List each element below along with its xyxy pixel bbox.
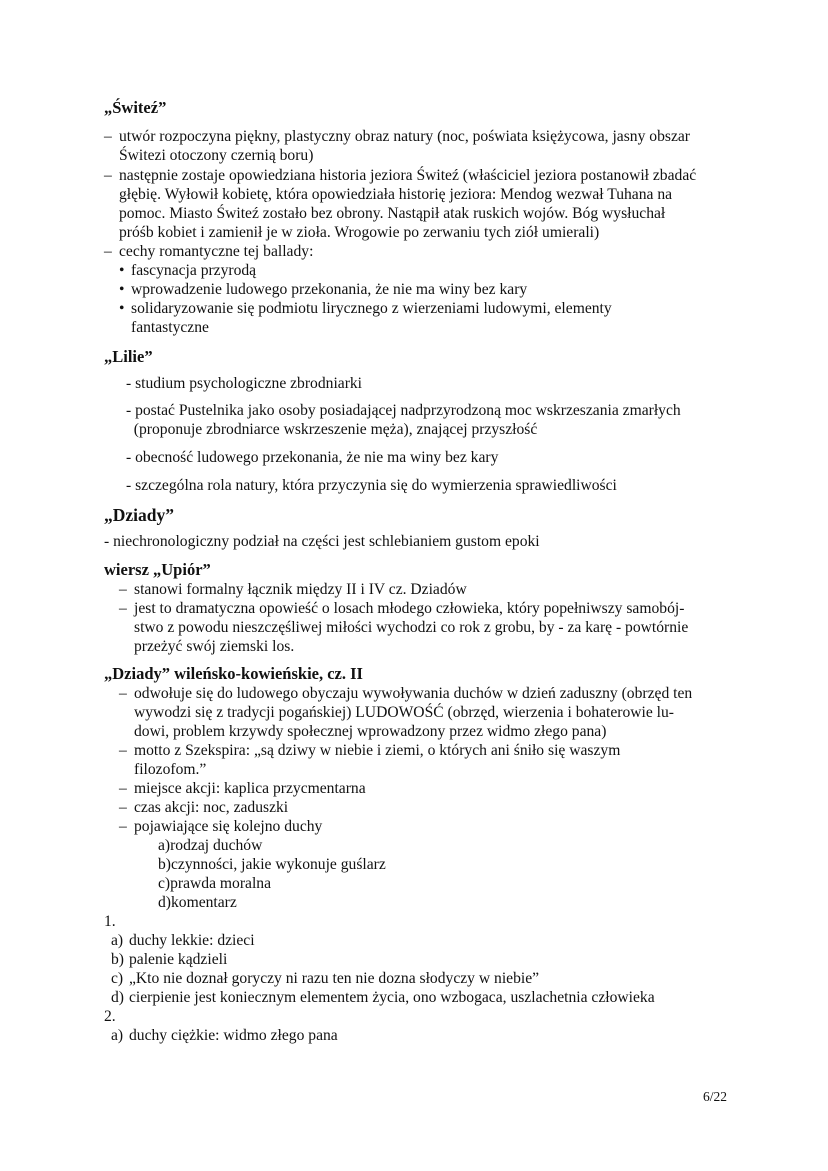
entry-label: b) [111,951,124,968]
text-line: solidaryzowanie się podmiotu lirycznego z wierzeniami ludowymi, elementy [131,300,612,317]
text-line: - niechronologiczny podział na części jest schlebianiem gustom epoki [104,533,540,550]
bullet-marker: • [119,262,125,279]
text-line: miejsce akcji: kaplica przycmentarna [134,780,366,797]
dash-marker: – [119,799,127,816]
text-line: filozofom.” [134,761,207,778]
dash-marker: – [119,742,127,759]
text-line: wprowadzenie ludowego przekonania, że nie ma winy bez kary [131,281,528,298]
page-number: 6/22 [703,1089,728,1104]
text-line: (proponuje zbrodniarce wskrzeszenie męża), znającej przyszłość [126,421,538,438]
scheme-line: c)prawda moralna [158,875,271,892]
text-line: pojawiające się kolejno duchy [134,818,323,835]
section-title-dziady-cz2: „Dziady” wileńsko-kowieńskie, cz. II [104,664,363,683]
text-line: - studium psychologiczne zbrodniarki [126,375,363,392]
text-line: odwołuje się do ludowego obyczaju wywoływania duchów w dzień zaduszny (obrzęd ten [134,685,693,702]
entry-label: c) [111,970,124,987]
text-line: dowi, problem krzywdy społecznej wprowadzony przez widmo złego pana) [134,723,607,740]
text-line: pomoc. Miasto Świteź zostało bez obrony. Nastąpił atak ruskich wojów. Bóg wysłuchał [119,205,666,222]
entry-text: palenie kądzieli [129,951,228,968]
dash-marker: – [119,685,127,702]
scheme-line: a)rodzaj duchów [158,837,263,854]
text-line: motto z Szekspira: „są dziwy w niebie i ziemi, o których ani śniło się waszym [134,742,621,759]
entry-label: d) [111,989,124,1006]
entry-label: a) [111,932,124,949]
dash-marker: – [104,243,112,260]
text-line: stwo z powodu nieszczęśliwej miłości wychodzi co rok z grobu, by - za karę - powtórnie [134,619,689,636]
dash-marker: – [119,818,127,835]
text-line: Świtezi otoczony czernią boru) [119,147,314,164]
text-line: przeżyć swój ziemski los. [134,638,295,655]
bullet-marker: • [119,281,125,298]
text-line: wywodzi się z tradycji pogańskiej) LUDOWOŚĆ (obrzęd, wierzenia i bohaterowie lu- [134,704,674,721]
section-title-switez: „Świteź” [104,98,167,117]
entry-text: duchy lekkie: dzieci [129,932,255,949]
text-line: - postać Pustelnika jako osoby posiadającej nadprzyrodzoną moc wskrzeszania zmarłych [126,402,681,419]
text-line: stanowi formalny łącznik między II i IV cz. Dziadów [134,581,467,598]
entry-label: a) [111,1027,124,1044]
text-line: fascynacja przyrodą [131,262,257,279]
scheme-line: b)czynności, jakie wykonuje guślarz [158,856,386,873]
text-line: - obecność ludowego przekonania, że nie ma winy bez kary [126,449,499,466]
text-line: - szczególna rola natury, która przyczynia się do wymierzenia sprawiedliwości [126,477,617,494]
text-line: próśb kobiet i zamienił je w zioła. Wrogowie po zerwaniu tych ziół umierali) [119,224,600,241]
section-title-lilie: „Lilie” [104,347,153,366]
text-line: czas akcji: noc, zaduszki [134,799,289,816]
text-line: fantastyczne [131,319,209,336]
section-title-upior: wiersz „Upiór” [104,560,211,579]
section-title-dziady: „Dziady” [104,505,174,525]
dash-marker: – [119,600,127,617]
bullet-marker: • [119,300,125,317]
text-line: głębię. Wyłowił kobietę, która opowiedziała historię jeziora: Mendog wezwał Tuhana na [119,186,673,203]
entry-text: „Kto nie doznał goryczy ni razu ten nie dozna słodyczy w niebie” [129,970,540,987]
group-number: 1. [104,913,116,930]
dash-marker: – [104,167,112,184]
text-line: jest to dramatyczna opowieść o losach młodego człowieka, który popełniwszy samobój- [134,600,685,617]
entry-text: duchy ciężkie: widmo złego pana [129,1027,338,1044]
dash-marker: – [104,128,112,145]
group-number: 2. [104,1008,116,1025]
text-line: utwór rozpoczyna piękny, plastyczny obraz natury (noc, poświata księżycowa, jasny obszar [119,128,690,145]
entry-text: cierpienie jest koniecznym elementem życia, ono wzbogaca, uszlachetnia człowieka [129,989,655,1006]
scheme-line: d)komentarz [158,894,237,911]
dash-marker: – [119,581,127,598]
dash-marker: – [119,780,127,797]
text-line: następnie zostaje opowiedziana historia jeziora Świteź (właściciel jeziora postanowił zbadać [119,167,697,184]
text-line: cechy romantyczne tej ballady: [119,243,314,260]
